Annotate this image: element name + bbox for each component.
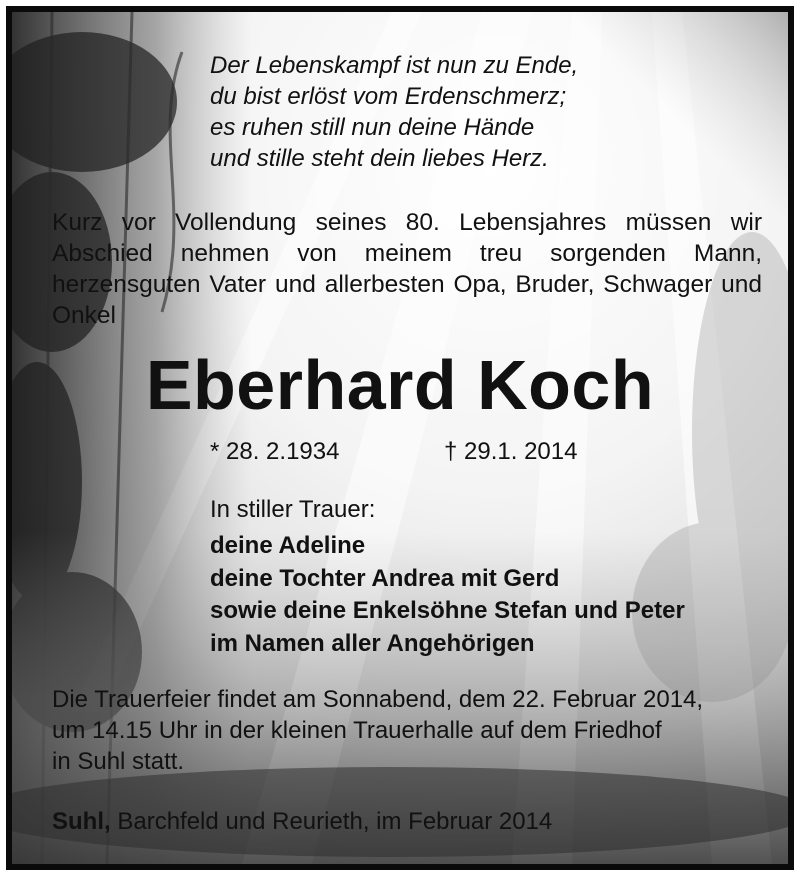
birth-date-value: 28. 2.1934 — [226, 438, 340, 465]
ceremony-line: Die Trauerfeier findet am Sonnabend, dem 22. Februar 2014, — [52, 686, 704, 713]
memorial-poem — [210, 50, 578, 174]
mourner-line: sowie deine Enkelsöhne Stefan und Peter — [210, 597, 685, 624]
poem-line: und stille steht dein liebes Herz. — [210, 145, 549, 172]
place-bold: Suhl, — [52, 808, 111, 835]
birth-symbol: * — [210, 438, 220, 465]
death-date — [444, 437, 577, 467]
poem-line: es ruhen still nun deine Hände — [210, 114, 535, 141]
mourner-line: deine Tochter Andrea mit Gerd — [210, 564, 560, 592]
ceremony-line: in Suhl statt. — [52, 748, 185, 775]
funeral-ceremony-info — [52, 684, 703, 777]
mourners-list — [210, 530, 685, 660]
obituary-notice — [6, 6, 794, 870]
place-and-date — [52, 806, 552, 837]
deceased-name: Eberhard Koch — [145, 346, 655, 424]
intro-text: Kurz vor Vollendung seines 80. Lebensjahres müssen wir Abschied nehmen von meinem treu sorgenden Mann, herzensguten Vater und allerbesten Opa, Bruder, Schwager und Onkel — [52, 209, 762, 329]
birth-date — [210, 437, 339, 467]
mourner-line: deine Adeline — [210, 532, 366, 559]
death-date-value: 29.1. 2014 — [464, 438, 578, 465]
place-rest: Barchfeld und Reurieth, im Februar 2014 — [110, 808, 553, 835]
mourning-heading: In stiller Trauer: — [210, 496, 376, 523]
poem-line: Der Lebenskampf ist nun zu Ende, — [210, 52, 579, 79]
ceremony-line: um 14.15 Uhr in der kleinen Trauerhalle auf dem Friedhof — [52, 717, 662, 744]
cross-symbol: † — [444, 438, 458, 465]
poem-line: du bist erlöst vom Erdenschmerz; — [210, 83, 567, 110]
mourner-line: im Namen aller Angehörigen — [210, 629, 535, 657]
